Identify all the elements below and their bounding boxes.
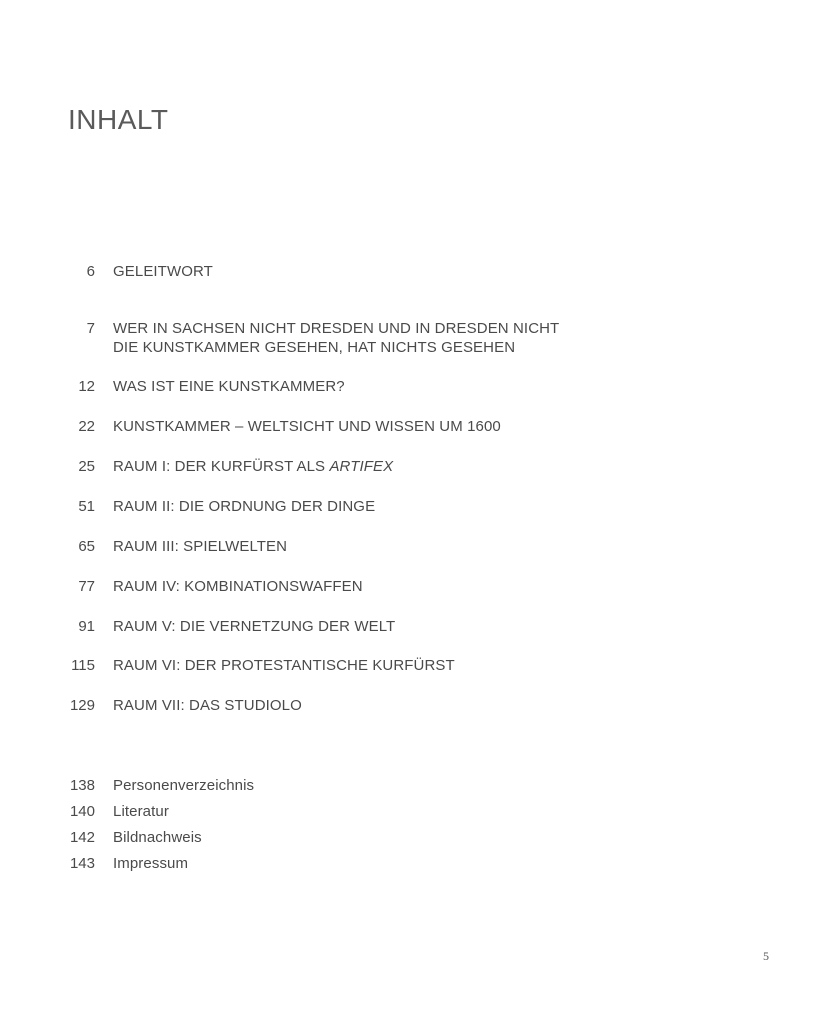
toc-title (113, 319, 583, 357)
toc-title-line: RAUM V: DIE VERNETZUNG DER WELT (113, 618, 396, 635)
toc-title-line (113, 457, 583, 476)
toc-page-number: 115 (71, 657, 95, 674)
toc-title (113, 577, 583, 596)
toc-page-number: 138 (69, 777, 95, 794)
toc-title-italic: ARTIFEX (329, 458, 394, 475)
toc-title (113, 417, 583, 436)
page-title: INHALT (68, 104, 169, 135)
toc-title (113, 377, 583, 396)
toc-title: Bildnachweis (113, 829, 202, 846)
toc-title-line: RAUM VII: DAS STUDIOLO (113, 697, 302, 714)
toc-page-number: 12 (78, 378, 95, 395)
toc-page-number: 140 (69, 803, 95, 820)
toc-title: Personenverzeichnis (113, 777, 255, 794)
toc-title-line: WER IN SACHSEN NICHT DRESDEN UND IN DRESDEN NICHT (113, 320, 560, 337)
toc-page-number: 65 (78, 538, 95, 555)
toc-page-number: 7 (86, 320, 95, 337)
toc-title-text: RAUM I: DER KURFÜRST ALS (113, 458, 330, 475)
toc-title-line: GELEITWORT (113, 263, 213, 280)
toc-title (113, 262, 583, 281)
toc-page-number: 6 (86, 263, 95, 280)
toc-title (113, 656, 583, 675)
toc-title (113, 617, 583, 636)
toc-title-line: RAUM IV: KOMBINATIONSWAFFEN (113, 578, 363, 595)
toc-page-number: 22 (78, 418, 95, 435)
toc-page-number: 143 (69, 855, 95, 872)
toc-page-number: 142 (69, 829, 95, 846)
toc-title (113, 696, 583, 715)
toc-title-line: RAUM VI: DER PROTESTANTISCHE KURFÜRST (113, 657, 455, 674)
page-number: 5 (763, 949, 769, 963)
toc-title (113, 457, 583, 476)
toc-page-number: 91 (78, 618, 95, 635)
toc-title (113, 537, 583, 556)
toc-title-line: KUNSTKAMMER – WELTSICHT UND WISSEN UM 1600 (113, 418, 501, 435)
toc-title: Impressum (113, 855, 189, 872)
toc-title-line: RAUM III: SPIELWELTEN (113, 538, 288, 555)
toc-title: Literatur (113, 803, 169, 820)
toc-page-number: 77 (78, 578, 95, 595)
toc-title-line: DIE KUNSTKAMMER GESEHEN, HAT NICHTS GESEHEN (113, 339, 516, 356)
toc-title-line: RAUM II: DIE ORDNUNG DER DINGE (113, 498, 376, 515)
toc-title (113, 497, 583, 516)
toc-page-number: 51 (78, 498, 95, 515)
toc-page-number: 129 (69, 697, 95, 714)
toc-page-number: 25 (78, 458, 95, 475)
toc-title-line: WAS IST EINE KUNSTKAMMER? (113, 378, 345, 395)
